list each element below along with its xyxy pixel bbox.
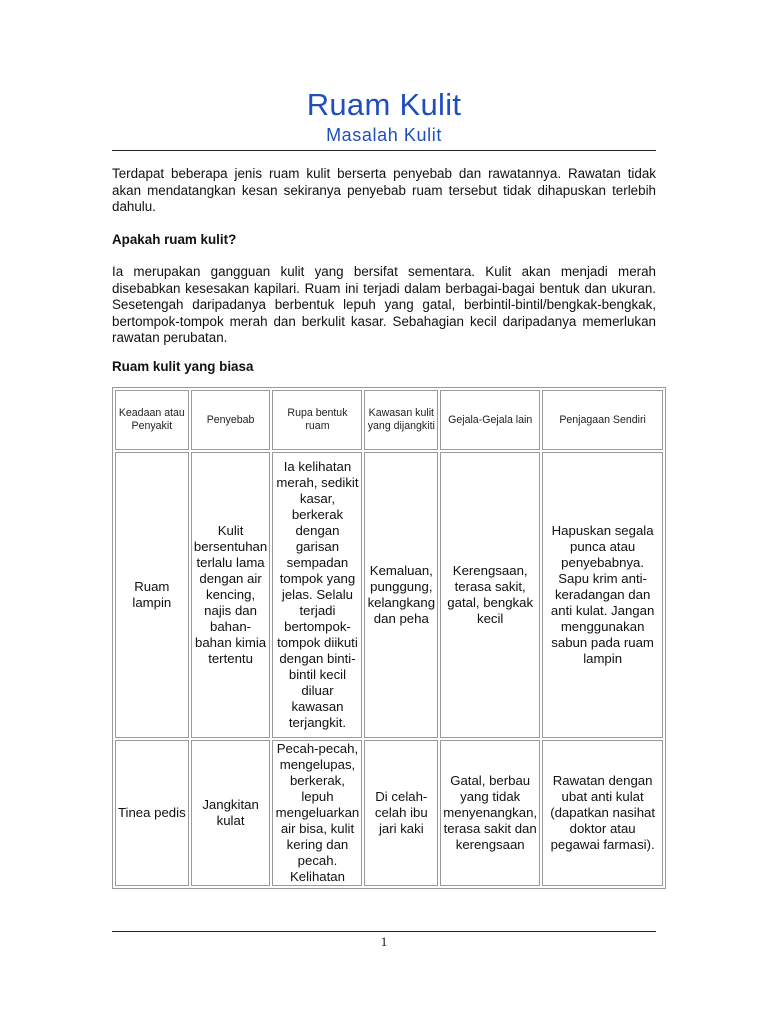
question-heading: Apakah ruam kulit? bbox=[112, 232, 237, 247]
cell-appearance: Ia kelihatan merah, sedikit kasar, berkerak dengan garisan sempadan tompok yang jelas. Selalu terjadi bertompok-tompok diikuti dengan binti-bintil kecil diluar kawasan terjangkit. bbox=[272, 452, 362, 738]
header-condition: Keadaan atau Penyakit bbox=[115, 390, 189, 450]
header-appearance: Rupa bentuk ruam bbox=[272, 390, 362, 450]
intro-paragraph: Terdapat beberapa jenis ruam kulit berserta penyebab dan rawatannya. Rawatan tidak akan mendatangkan kesan sekiranya penyebab ruam tersebut tidak dihapuskan terlebih dahulu. bbox=[112, 166, 656, 215]
cell-self-care: Hapuskan segala punca atau penyebabnya. Sapu krim anti-keradangan dan anti kulat. Jangan menggunakan sabun pada ruam lampin bbox=[542, 452, 663, 738]
cell-area: Di celah-celah ibu jari kaki bbox=[364, 740, 438, 886]
document-title: Ruam Kulit bbox=[306, 87, 462, 122]
cell-appearance: Pecah-pecah, mengelupas, berkerak, lepuh mengeluarkan air bisa, kulit kering dan pecah. Kelihatan bbox=[272, 740, 362, 886]
table-header-row bbox=[115, 390, 663, 450]
document-subtitle: Masalah Kulit bbox=[326, 125, 442, 145]
rash-table bbox=[112, 387, 666, 889]
cell-cause: Kulit bersentuhan terlalu lama dengan air kencing, najis dan bahan-bahan kimia tertentu bbox=[191, 452, 271, 738]
page-number: 1 bbox=[380, 934, 388, 949]
table-heading: Ruam kulit yang biasa bbox=[112, 359, 254, 374]
header-self-care: Penjagaan Sendiri bbox=[542, 390, 663, 450]
cell-condition: Tinea pedis bbox=[115, 740, 189, 886]
header-divider bbox=[112, 150, 656, 151]
footer-divider bbox=[112, 931, 656, 932]
header-area: Kawasan kulit yang dijangkiti bbox=[364, 390, 438, 450]
header-symptoms: Gejala-Gejala lain bbox=[440, 390, 540, 450]
header-cause: Penyebab bbox=[191, 390, 271, 450]
cell-symptoms: Kerengsaan, terasa sakit, gatal, bengkak kecil bbox=[440, 452, 540, 738]
cell-condition: Ruam lampin bbox=[115, 452, 189, 738]
cell-area: Kemaluan, punggung, kelangkang dan peha bbox=[364, 452, 438, 738]
cell-self-care: Rawatan dengan ubat anti kulat (dapatkan nasihat doktor atau pegawai farmasi). bbox=[542, 740, 663, 886]
table-row bbox=[115, 740, 663, 886]
cell-symptoms: Gatal, berbau yang tidak menyenangkan, terasa sakit dan kerengsaan bbox=[440, 740, 540, 886]
table-row bbox=[115, 452, 663, 738]
definition-paragraph: Ia merupakan gangguan kulit yang bersifat sementara. Kulit akan menjadi merah disebabkan kesesakan kapilari. Ruam ini terjadi dalam berbagai-bagai bentuk dan ukuran. Sesetengah daripadanya berbentuk lepuh yang gatal, berbintil-bintil/bengkak-bengkak, bertompok-tompok merah dan berkulit kasar. Sebahagian kecil daripadanya memerlukan rawatan perubatan. bbox=[112, 264, 656, 346]
cell-cause: Jangkitan kulat bbox=[191, 740, 271, 886]
